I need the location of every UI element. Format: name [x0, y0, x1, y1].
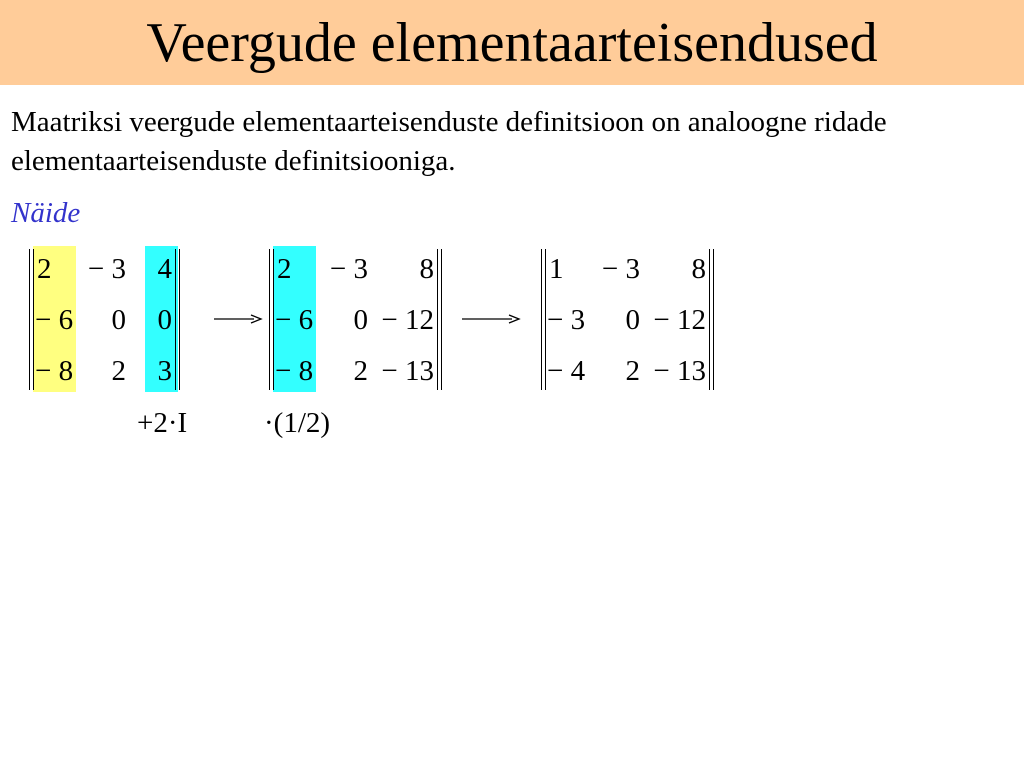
m1-r3-c2: 2	[111, 355, 126, 387]
matrix-1-left-bar-outer	[29, 249, 30, 390]
matrix-3-right-bar-inner	[709, 249, 710, 390]
slide-title: Veergude elementaarteisendused	[146, 12, 878, 74]
matrix-2-left-bar-outer	[269, 249, 270, 390]
m1-r3-c1: − 8	[35, 355, 74, 387]
m3-r2-c1: − 3	[547, 304, 586, 336]
operation-scale-column: ·(1/2)	[264, 407, 331, 439]
m2-r3-c3: − 13	[381, 355, 434, 387]
m2-r3-c1: − 8	[275, 355, 314, 387]
matrix-2-left-bar-inner	[273, 249, 274, 390]
m3-r3-c1: − 4	[547, 355, 586, 387]
arrow-icon	[462, 312, 520, 326]
m2-r2-c1: − 6	[275, 304, 314, 336]
matrix-2-right-bar-outer	[441, 249, 442, 390]
matrix-2-right-bar-inner	[437, 249, 438, 390]
m3-r2-c2: 0	[625, 304, 640, 336]
m2-r2-c2: 0	[353, 304, 368, 336]
m2-r1-c2: − 3	[329, 253, 368, 285]
example-label: Näide	[11, 197, 81, 229]
m1-r2-c2: 0	[111, 304, 126, 336]
m2-r1-c1: 2	[277, 253, 292, 285]
m1-r1-c2: − 3	[87, 253, 126, 285]
m3-r1-c2: − 3	[601, 253, 640, 285]
m3-r1-c3: 8	[691, 253, 706, 285]
m1-r1-c3: 4	[157, 253, 172, 285]
matrix-3-left-bar-outer	[541, 249, 542, 390]
matrix-1-left-bar-inner	[33, 249, 34, 390]
arrow-icon	[214, 312, 262, 326]
m1-r1-c1: 2	[37, 253, 52, 285]
m1-r2-c3: 0	[157, 304, 172, 336]
matrix-3-left-bar-inner	[545, 249, 546, 390]
m1-r2-c1: − 6	[35, 304, 74, 336]
operation-add-first-column: +2·I	[137, 407, 188, 439]
m3-r3-c2: 2	[625, 355, 640, 387]
m2-r1-c3: 8	[419, 253, 434, 285]
m2-r2-c3: − 12	[381, 304, 434, 336]
m2-r3-c2: 2	[353, 355, 368, 387]
matrix-3-right-bar-outer	[713, 249, 714, 390]
m1-r3-c3: 3	[157, 355, 172, 387]
m3-r3-c3: − 13	[653, 355, 706, 387]
m3-r1-c1: 1	[549, 253, 564, 285]
definition-paragraph: Maatriksi veergude elementaarteisenduste definitsioon on analoogne ridade elementaarteisenduste definitsiooniga.	[11, 106, 887, 177]
m3-r2-c3: − 12	[653, 304, 706, 336]
matrix-1-right-bar-outer	[179, 249, 180, 390]
matrix-1-right-bar-inner	[175, 249, 176, 390]
